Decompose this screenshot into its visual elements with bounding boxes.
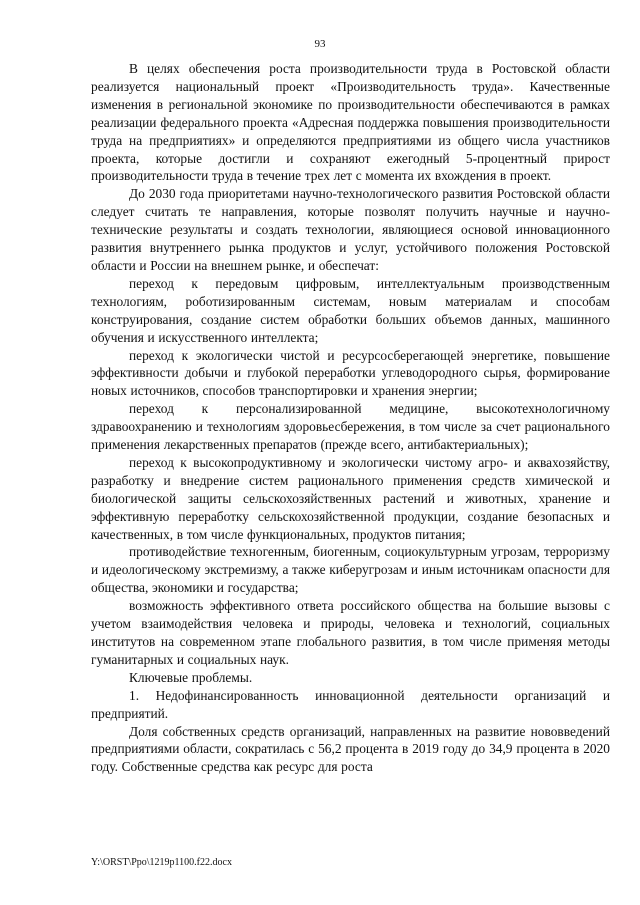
paragraph-priorities: До 2030 года приоритетами научно-технологического развития Ростовской области следует считать те направления, которые позволят получить научные и научно-технические результаты и создать технологии, являющиеся основой инновационного развития внутреннего рынка продуктов и услуг, устойчивого положения Ростовской области и России на внешнем рынке, и обеспечат:: [91, 186, 610, 273]
list-item-threats: противодействие техногенным, биогенным, социокультурным угрозам, терроризму и идеологическому экстремизму, а также киберугрозам и иным источникам опасности для общества, экономики и государства;: [91, 544, 610, 596]
footer-file-path: Y:\ORST\Ppo\1219p1100.f22.docx: [91, 857, 232, 868]
list-item-challenges: возможность эффективного ответа российского общества на большие вызовы с учетом взаимодействия человека и природы, человека и технологий, социальных институтов на современном этапе глобального развития, в том числе применяя методы гуманитарных и социальных наук.: [91, 598, 610, 667]
page-number: 93: [314, 38, 326, 50]
list-item-agriculture: переход к высокопродуктивному и экологически чистому агро- и аквахозяйству, разработку и внедрение систем рационального применения средств химической и биологической защиты сельскохозяйственных растений и животных, хранение и эффективную переработку сельскохозяйственной продукции, создание безопасных и качественных, в том числе функциональных, продуктов питания;: [91, 454, 610, 542]
document-body: [91, 60, 610, 776]
problem-underfunding: 1. Недофинансированность инновационной деятельности организаций и предприятий.: [91, 687, 610, 721]
list-item-digital-tech: переход к передовым цифровым, интеллектуальным производственным технологиям, роботизированным системам, новым материалам и способам конструирования, создание систем обработки больших объемов данных, машинного обучения и искусственного интеллекта;: [91, 275, 610, 345]
paragraph-own-funds: Доля собственных средств организаций, направленных на развитие нововведений предприятиями области, сократилась с 56,2 процента в 2019 году до 34,9 процента в 2020 году. Собственные средства как ресурс для роста: [91, 723, 610, 775]
key-problems-heading: Ключевые проблемы.: [129, 669, 253, 685]
paragraph-productivity: В целях обеспечения роста производительности труда в Ростовской области реализуется национальный проект «Производительность труда». Качественные изменения в региональной экономике по производительности обеспечиваются в рамках реализации федерального проекта «Адресная поддержка повышения производительности труда на предприятиях» и определяются предприятиями из общего числа участников проекта, которые достигли и сохраняют ежегодный 5-процентный прирост производительности труда в течение трех лет с момента их вхождения в проект.: [91, 61, 610, 184]
list-item-energy: переход к экологически чистой и ресурсосберегающей энергетике, повышение эффективности добычи и глубокой переработки углеводородного сырья, формирование новых источников, способов транспортировки и хранения энергии;: [91, 347, 610, 399]
list-item-medicine: переход к персонализированной медицине, высокотехнологичному здравоохранению и технологиям здоровьесбережения, в том числе за счет рационального применения лекарственных препаратов (прежде всего, антибактериальных);: [91, 401, 610, 453]
